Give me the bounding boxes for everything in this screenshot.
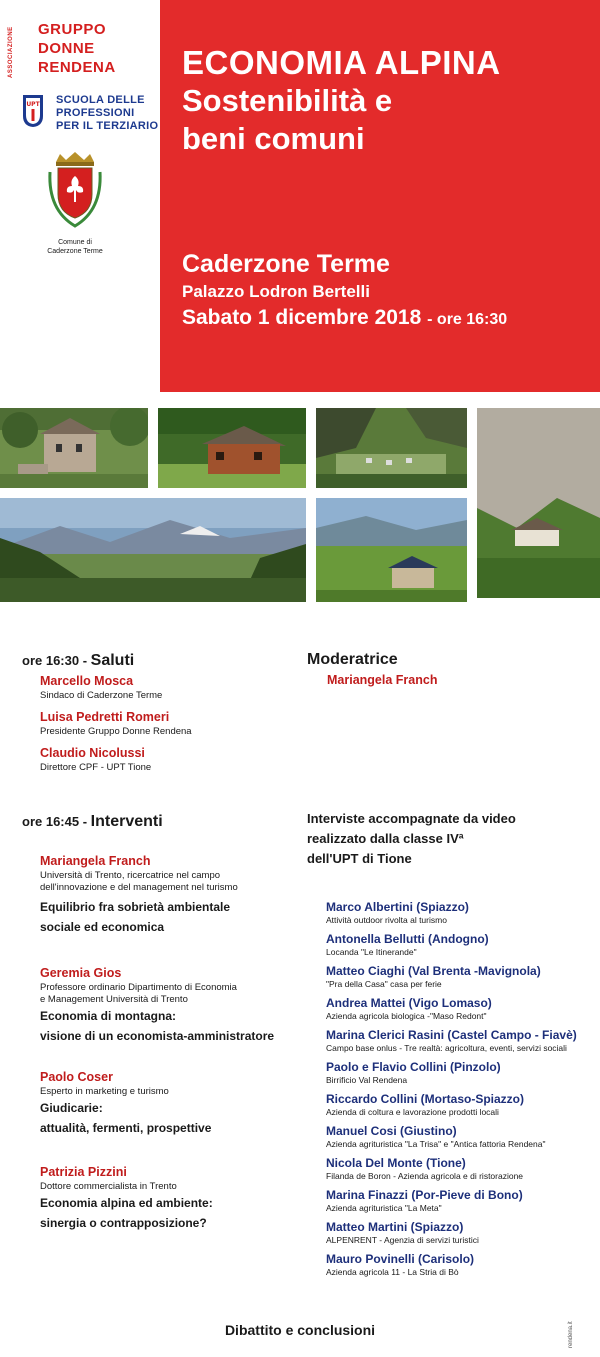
interventi-heading: ore 16:45 - Interventi xyxy=(22,813,163,830)
title-line-3: beni comuni xyxy=(182,121,365,156)
photo-solar-house xyxy=(316,498,467,602)
photo-valley-village xyxy=(316,408,467,488)
gruppo-donne-rendena-logo: GRUPPO DONNE RENDENA xyxy=(38,21,116,76)
event-venue-date xyxy=(182,248,507,334)
venue-town: Caderzone Terme xyxy=(182,250,390,278)
upt-letter-u: UPT xyxy=(26,101,40,108)
list-item: Marina Finazzi (Por-Pieve di Bono) Azienda agrituristica "La Meta" xyxy=(326,1188,523,1213)
event-time: - ore 16:30 xyxy=(427,311,508,328)
title-line-2: Sostenibilità e xyxy=(182,83,393,118)
list-item: Antonella Bellutti (Andogno) Locanda "Le Itinerande" xyxy=(326,932,489,957)
speaker-role: Direttore CPF - UPT Tione xyxy=(40,762,152,773)
upt-shield-icon xyxy=(22,94,44,128)
interviste-list xyxy=(326,900,591,1278)
list-item: Matteo Martini (Spiazzo) ALPENRENT - Agenzia di servizi turistici xyxy=(326,1220,479,1245)
list-item: Matteo Ciaghi (Val Brenta -Mavignola) "Pra della Casa" casa per ferie xyxy=(326,964,541,989)
speaker-name: Luisa Pedretti Romeri xyxy=(40,710,170,724)
photo-cliff-farmhouse xyxy=(477,408,600,598)
moderatrice-heading: Moderatrice xyxy=(307,651,398,668)
upt-school-logo-text: SCUOLA DELLE PROFESSIONI PER IL TERZIARIO xyxy=(56,94,159,132)
list-item: Mauro Povinelli (Carisolo) Azienda agricola 11 - La Stria di Bò xyxy=(326,1252,475,1277)
event-date: Sabato 1 dicembre 2018 - ore 16:30 xyxy=(182,306,508,329)
moderatrice-name: Mariangela Franch xyxy=(327,673,438,687)
list-item: Paolo e Flavio Collini (Pinzolo) Birrificio Val Rendena xyxy=(326,1060,501,1085)
talk-3: Paolo Coser Esperto in marketing e turismo Giudicarie: attualità, fermenti, prospettive xyxy=(40,1070,212,1135)
list-item: Riccardo Collini (Mortaso-Spiazzo) Azienda di coltura e lavorazione prodotti locali xyxy=(326,1092,525,1117)
logo-column xyxy=(0,0,160,392)
list-item: Nicola Del Monte (Tione) Filanda de Boron - Azienda agricola e di ristorazione xyxy=(326,1156,524,1181)
event-title xyxy=(182,44,501,158)
comune-label: Comune di Caderzone Terme xyxy=(47,239,103,255)
moderatrice-block xyxy=(307,650,437,689)
speaker-role: Presidente Gruppo Donne Rendena xyxy=(40,726,192,737)
title-line-1: ECONOMIA ALPINA xyxy=(182,44,501,81)
list-item: Marco Albertini (Spiazzo) Attività outdoor rivolta al turismo xyxy=(326,900,469,925)
saluti-speakers xyxy=(40,673,192,774)
venue-building: Palazzo Lodron Bertelli xyxy=(182,282,370,301)
speaker-role: Sindaco di Caderzone Terme xyxy=(40,690,163,701)
list-item: Andrea Mattei (Vigo Lomaso) Azienda agricola biologica -"Maso Redont" xyxy=(326,996,492,1021)
talk-1: Mariangela Franch Università di Trento, ricercatrice nel campo dell'innovazione e del management nel turismo Equilibrio fra sobrietà ambientale sociale ed economica xyxy=(40,854,238,934)
saluti-heading: ore 16:30 - Saluti xyxy=(22,652,135,669)
talk-4: Patrizia Pizzini Dottore commercialista in Trento Economia alpina ed ambiente: sinergia o contrapposizione? xyxy=(40,1165,213,1230)
speaker-name: Claudio Nicolussi xyxy=(40,746,145,760)
speaker-name: Marcello Mosca xyxy=(40,674,134,688)
interviste-intro: Interviste accompagnate da video realizzato dalla classe IVª dell'UPT di Tione xyxy=(307,811,516,866)
header-banner xyxy=(0,0,600,392)
list-item: Manuel Cosi (Giustino) Azienda agrituristica "La Trisa" e "Antica fattoria Rendena" xyxy=(326,1124,546,1149)
credit-vertical: rendena.it xyxy=(568,1321,574,1348)
association-vertical-label: ASSOCIAZIONE xyxy=(8,26,14,78)
photo-chalet xyxy=(158,408,306,488)
photo-panorama-mountains xyxy=(0,498,306,602)
talk-2: Geremia Gios Professore ordinario Dipartimento di Economia e Management Università di Trento Economia di montagna: visione di un economista-amministratore xyxy=(40,966,275,1043)
closing-text: Dibattito e conclusioni xyxy=(224,1322,376,1338)
list-item: Marina Clerici Rasini (Castel Campo - Fiavè) Campo base onlus - Tre realtà: agricoltura, eventi, servizi sociali xyxy=(326,1028,577,1053)
comune-coat-of-arms-icon xyxy=(46,150,104,232)
photo-castle xyxy=(0,408,148,488)
